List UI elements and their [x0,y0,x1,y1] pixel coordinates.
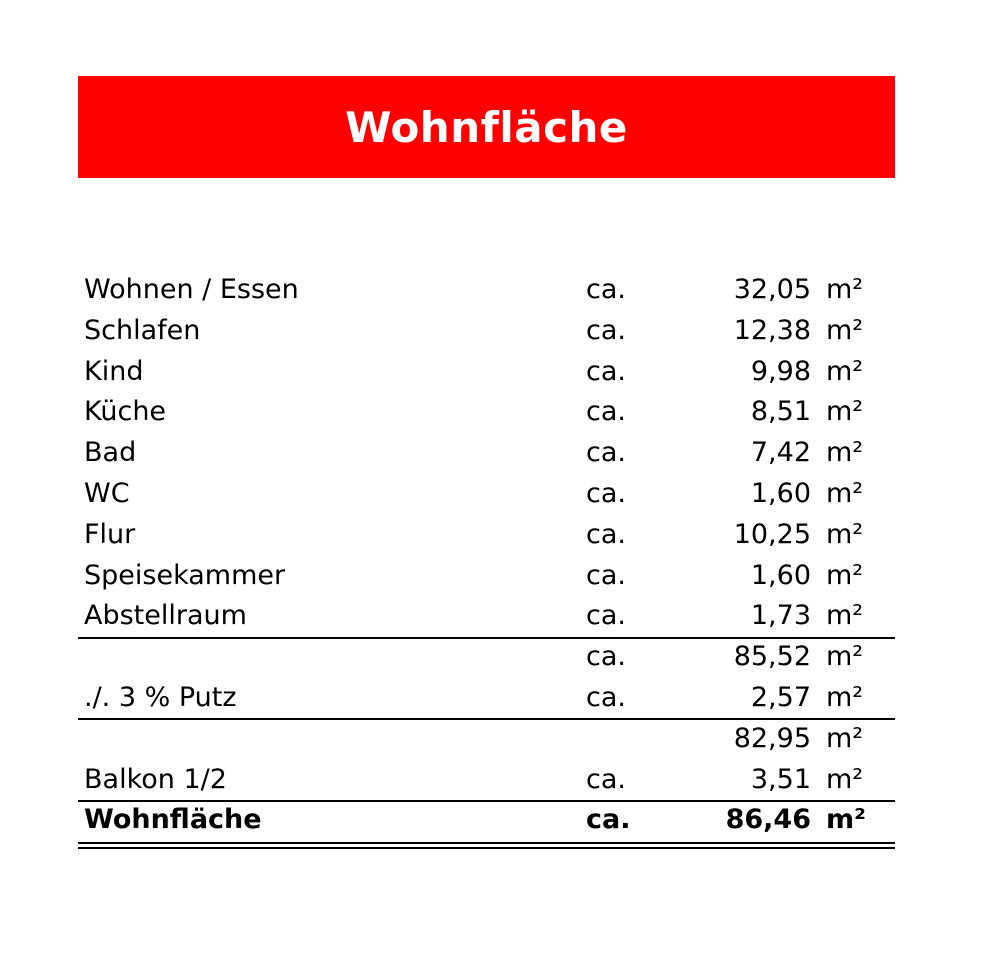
area-value: 7,42 [750,437,811,469]
approx-label: ca. [586,314,626,346]
table-row [78,760,895,801]
area-value: 32,05 [733,274,811,305]
table-row [78,311,895,352]
approx-label: ca. [586,274,626,305]
area-value: 1,73 [750,600,811,632]
room-label: Bad [84,437,137,469]
area-value: 85,52 [733,641,811,673]
room-label: Wohnen / Essen [84,274,299,305]
approx-label: ca. [586,641,626,673]
total-double-rule-bottom [78,847,895,849]
header-banner [78,76,895,178]
room-label: Flur [84,518,136,550]
table-row [78,515,895,556]
area-value: 2,57 [750,681,811,713]
area-value: 10,25 [733,518,811,550]
unit-label: m² [826,722,864,754]
approx-label: ca. [586,763,626,795]
room-label: ./. 3 % Putz [84,681,237,713]
approx-label: ca. [586,681,626,713]
room-label: Balkon 1/2 [84,763,227,795]
total-label: Wohnfläche [84,804,262,836]
room-label: WC [84,477,130,509]
table-row [78,596,895,637]
unit-label: m² [826,437,864,469]
table-row [78,392,895,433]
table-row [78,270,895,311]
page-title: Wohnfläche [345,102,628,152]
approx-label: ca. [586,437,626,469]
unit-label: m² [826,641,864,673]
unit-label: m² [826,396,864,428]
approx-label: ca. [586,559,626,591]
approx-label: ca. [586,600,626,632]
area-table [78,270,895,841]
unit-label: m² [826,477,864,509]
unit-label: m² [826,518,864,550]
room-label: Küche [84,396,167,428]
area-value: 3,51 [750,763,811,795]
unit-label: m² [826,559,864,591]
approx-label: ca. [586,804,631,836]
table-row [78,433,895,474]
total-value: 86,46 [725,804,811,836]
unit-label: m² [826,355,864,387]
unit-label: m² [826,804,866,836]
total-row [78,800,895,841]
room-label: Kind [84,355,144,387]
table-row [78,678,895,719]
total-double-rule-top [78,842,895,844]
unit-label: m² [826,274,864,305]
subtotal-row [78,637,895,678]
room-label: Speisekammer [84,559,286,591]
approx-label: ca. [586,518,626,550]
table-row [78,474,895,515]
area-value: 1,60 [750,477,811,509]
area-value: 9,98 [750,355,811,387]
approx-label: ca. [586,355,626,387]
table-row [78,352,895,393]
area-value: 12,38 [733,314,811,346]
area-value: 8,51 [750,396,811,428]
room-label: Abstellraum [84,600,247,632]
unit-label: m² [826,600,864,632]
area-value: 1,60 [750,559,811,591]
unit-label: m² [826,314,864,346]
area-value: 82,95 [733,722,811,754]
net-row [78,719,895,760]
approx-label: ca. [586,477,626,509]
unit-label: m² [826,681,864,713]
approx-label: ca. [586,396,626,428]
table-row [78,556,895,597]
room-label: Schlafen [84,314,201,346]
unit-label: m² [826,763,864,795]
